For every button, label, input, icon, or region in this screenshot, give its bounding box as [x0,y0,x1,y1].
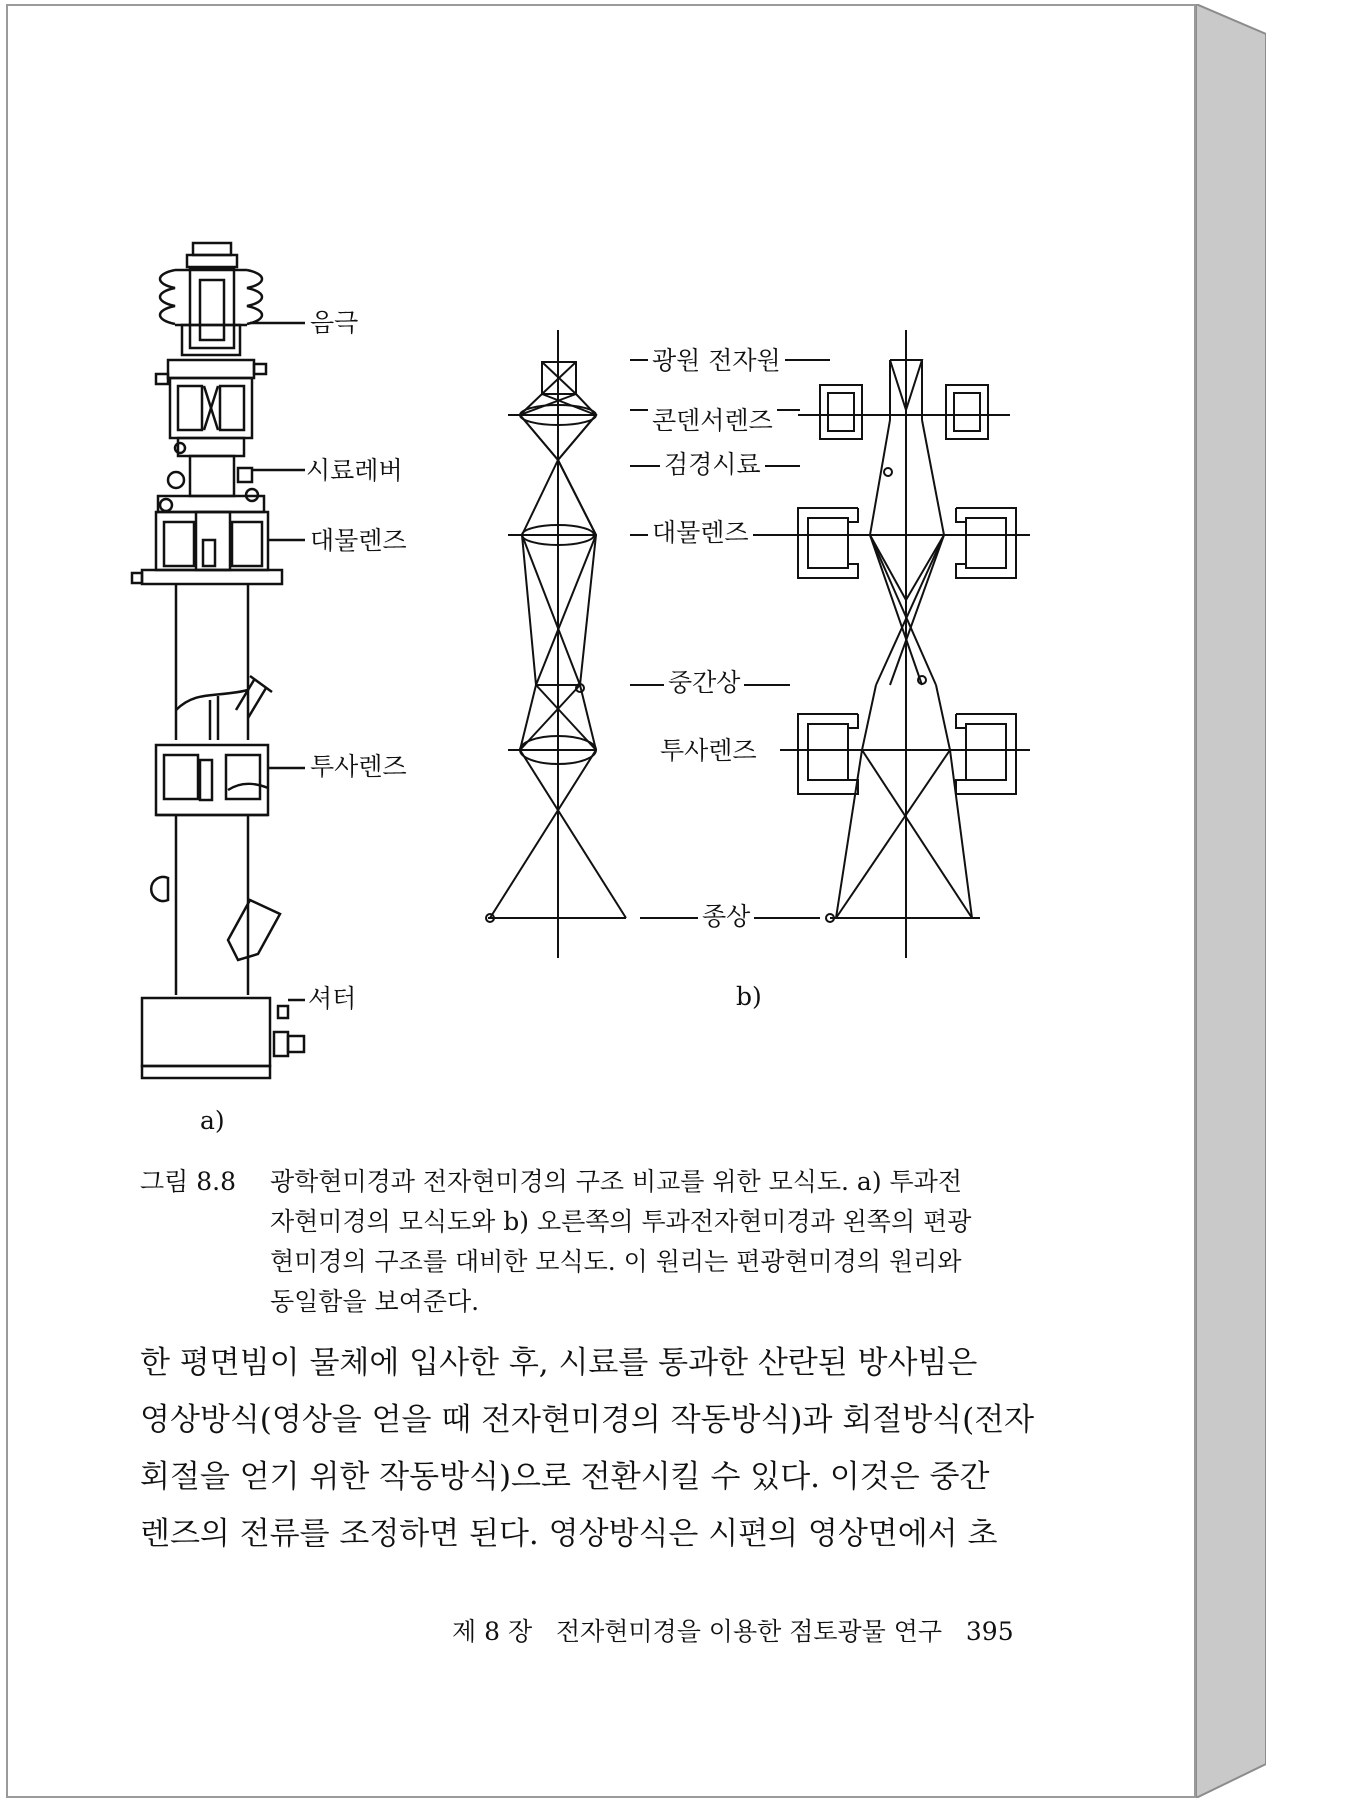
label-specimen: 검경시료 [660,452,765,477]
label-sample-lever: 시료레버 [306,456,403,485]
caption-line: 자현미경의 모식도와 b) 오른쪽의 투과전자현미경과 왼쪽의 편광 [270,1207,972,1236]
label-objective-lens-a: 대물렌즈 [310,526,407,555]
subfigure-b-label: b) [736,982,762,1011]
page-number: 395 [965,1617,1014,1646]
footer-title: 전자현미경을 이용한 점토광물 연구 [555,1617,943,1646]
page-footer [452,1612,1014,1648]
caption-line: 현미경의 구조를 대비한 모식도. 이 원리는 편광현미경의 원리와 [270,1247,962,1276]
body-line: 회절을 얻기 위한 작동방식)으로 전환시킬 수 있다. 이것은 중간 [140,1459,990,1495]
body-line: 한 평면빔이 물체에 입사한 후, 시료를 통과한 산란된 방사빔은 [140,1345,978,1381]
label-shutter: 셔터 [308,984,357,1013]
caption-line: 동일함을 보여준다. [270,1287,480,1316]
label-light-electron-source: 광원 전자원 [648,348,785,373]
label-objective-lens-b: 대물렌즈 [648,520,753,545]
subfigure-a-label: a) [200,1106,225,1135]
caption-line: 광학현미경과 전자현미경의 구조 비교를 위한 모식도. a) 투과전 [270,1167,962,1196]
label-projector-lens-b: 투사렌즈 [656,738,761,763]
label-condenser-lens: 콘덴서렌즈 [648,408,777,433]
footer-chapter: 제 8 장 [452,1617,533,1646]
body-line: 렌즈의 전류를 조정하면 된다. 영상방식은 시편의 영상면에서 초 [140,1516,998,1552]
label-intermediate-image: 중간상 [664,670,744,695]
label-projector-lens-a: 투사렌즈 [310,752,407,781]
label-cathode: 음극 [310,308,359,337]
body-line: 영상방식(영상을 얻을 때 전자현미경의 작동방식)과 회절방식(전자 [140,1402,1035,1438]
label-final-image: 종상 [698,904,754,929]
figure-number: 그림 8.8 [140,1167,237,1196]
